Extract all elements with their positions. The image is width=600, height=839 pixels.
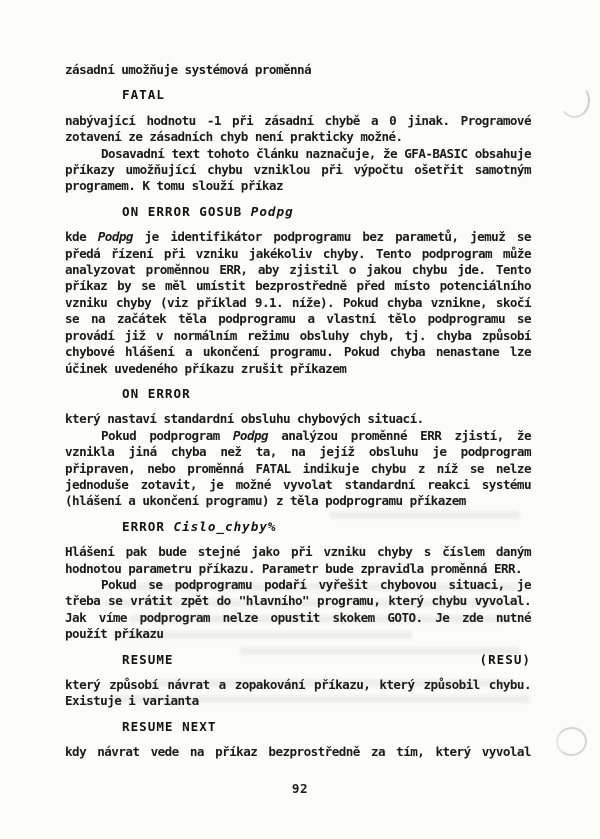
paragraph-line: účinek uvedeného příkazu zrušit příkazem [65, 360, 347, 376]
paragraph-line: hodnotou parametru příkazu. Parametr bude zpravidla proměnná ERR. [65, 560, 523, 576]
paragraph-line: použít příkazu [65, 626, 164, 642]
paragraph-line: Existuje i varianta [65, 693, 199, 709]
paragraph-line: se na začátek těla podprogramu a vlastní tělo podprogramu se [65, 311, 531, 327]
text-column [65, 62, 531, 761]
paragraph-line: vznikla jiná chyba než ta, na jejíž obsluhu je podprogram [65, 444, 531, 460]
paragraph-line: předá řízení při vzniku jakékoliv chyby. Tento podprogram může [65, 245, 531, 261]
keyword: ON ERROR GOSUB [122, 203, 243, 219]
paragraph-line: zotavení ze zásadních chyb není prakticky možné. [65, 129, 403, 145]
paragraph-line: třeba se vrátit zpět do "hlavního" programu, který chybu vyvolal. [65, 593, 531, 609]
variable-name: Podpg [97, 229, 133, 245]
heading-error [65, 519, 531, 535]
paragraph-line: kdy návrat vede na příkaz bezprostředně za tím, který vyvolal [65, 744, 531, 760]
paragraph-line: (hlášení a ukončení programu) z těla podprogramu příkazem [65, 493, 466, 509]
heading-on-error: ON ERROR [122, 385, 191, 401]
paragraph-line: nabývající hodnotu -1 při zásadní chybě a 0 jinak. Programové [65, 112, 531, 128]
paragraph-line: chybové hlášení a ukončení programu. Pokud chyba nenastane lze [65, 344, 531, 360]
reference-code: (RESU) [479, 651, 531, 667]
paragraph-line: příkazy umožňující chybu vzniklou při výpočtu ošetřit samotným [65, 162, 531, 178]
paragraph-line: připraven, nebo proměnná FATAL indikuje chybu z níž se nelze [65, 460, 531, 476]
paragraph-line: Pokud podprogram Podpg analýzou proměnné ERR zjistí, že [101, 427, 531, 443]
paragraph-line: Pokud se podprogramu podaří vyřešit chybovou situaci, je [101, 576, 531, 592]
keyword: ERROR [122, 518, 165, 534]
scan-artifact-arc [558, 82, 592, 120]
argument: Podpg [250, 203, 294, 219]
paragraph-line: vzniku chyby (viz příklad 9.1. níže). Pokud chyba vznikne, skočí [65, 294, 531, 310]
paragraph-line: Hlášení pak bude stejné jako při vzniku chyby s číslem daným [65, 544, 531, 560]
paragraph-line: programem. K tomu slouží příkaz [65, 178, 283, 194]
variable-name: Podpg [232, 427, 269, 443]
paragraph-line: který způsobí návrat a zopakování příkazu, který způsobil chybu. [65, 677, 531, 692]
page-number: 92 [291, 781, 309, 796]
intro-line: zásadní umožňuje systémová proměnná [65, 62, 312, 77]
paragraph-line: provádí již v normálním režimu obsluhy chyb, tj. chyba způsobí [65, 327, 531, 343]
scan-artifact-ring [555, 725, 589, 757]
heading-on-error-gosub [65, 204, 531, 220]
heading-resume [65, 652, 531, 668]
keyword: RESUME [122, 651, 174, 667]
argument: Cislo_chyby% [173, 518, 277, 534]
paragraph-line: který nastaví standardní obsluhu chybových situací. [65, 411, 424, 427]
heading-fatal: FATAL [122, 87, 165, 103]
paragraph-line: kde Podpg je identifikátor podprogramu bez parametů, jemuž se [65, 229, 531, 245]
heading-resume-next: RESUME NEXT [122, 718, 217, 734]
paragraph-line: jednoduše zotavit, je možné vyvolat standardní reakci systému [65, 476, 531, 492]
paragraph-line: Dosavadní text tohoto článku naznačuje, že GFA-BASIC obsahuje [101, 145, 531, 161]
paragraph-line: Jak víme podprogram nelze opustit skokem GOTO. Je zde nutné [65, 609, 531, 625]
paragraph-line: příkaz by se měl umístit bezprostředně před místo potenciálního [65, 278, 531, 294]
paragraph-line: analyzovat proměnnou ERR, aby zjistil o jakou chybu jde. Tento [65, 262, 531, 278]
